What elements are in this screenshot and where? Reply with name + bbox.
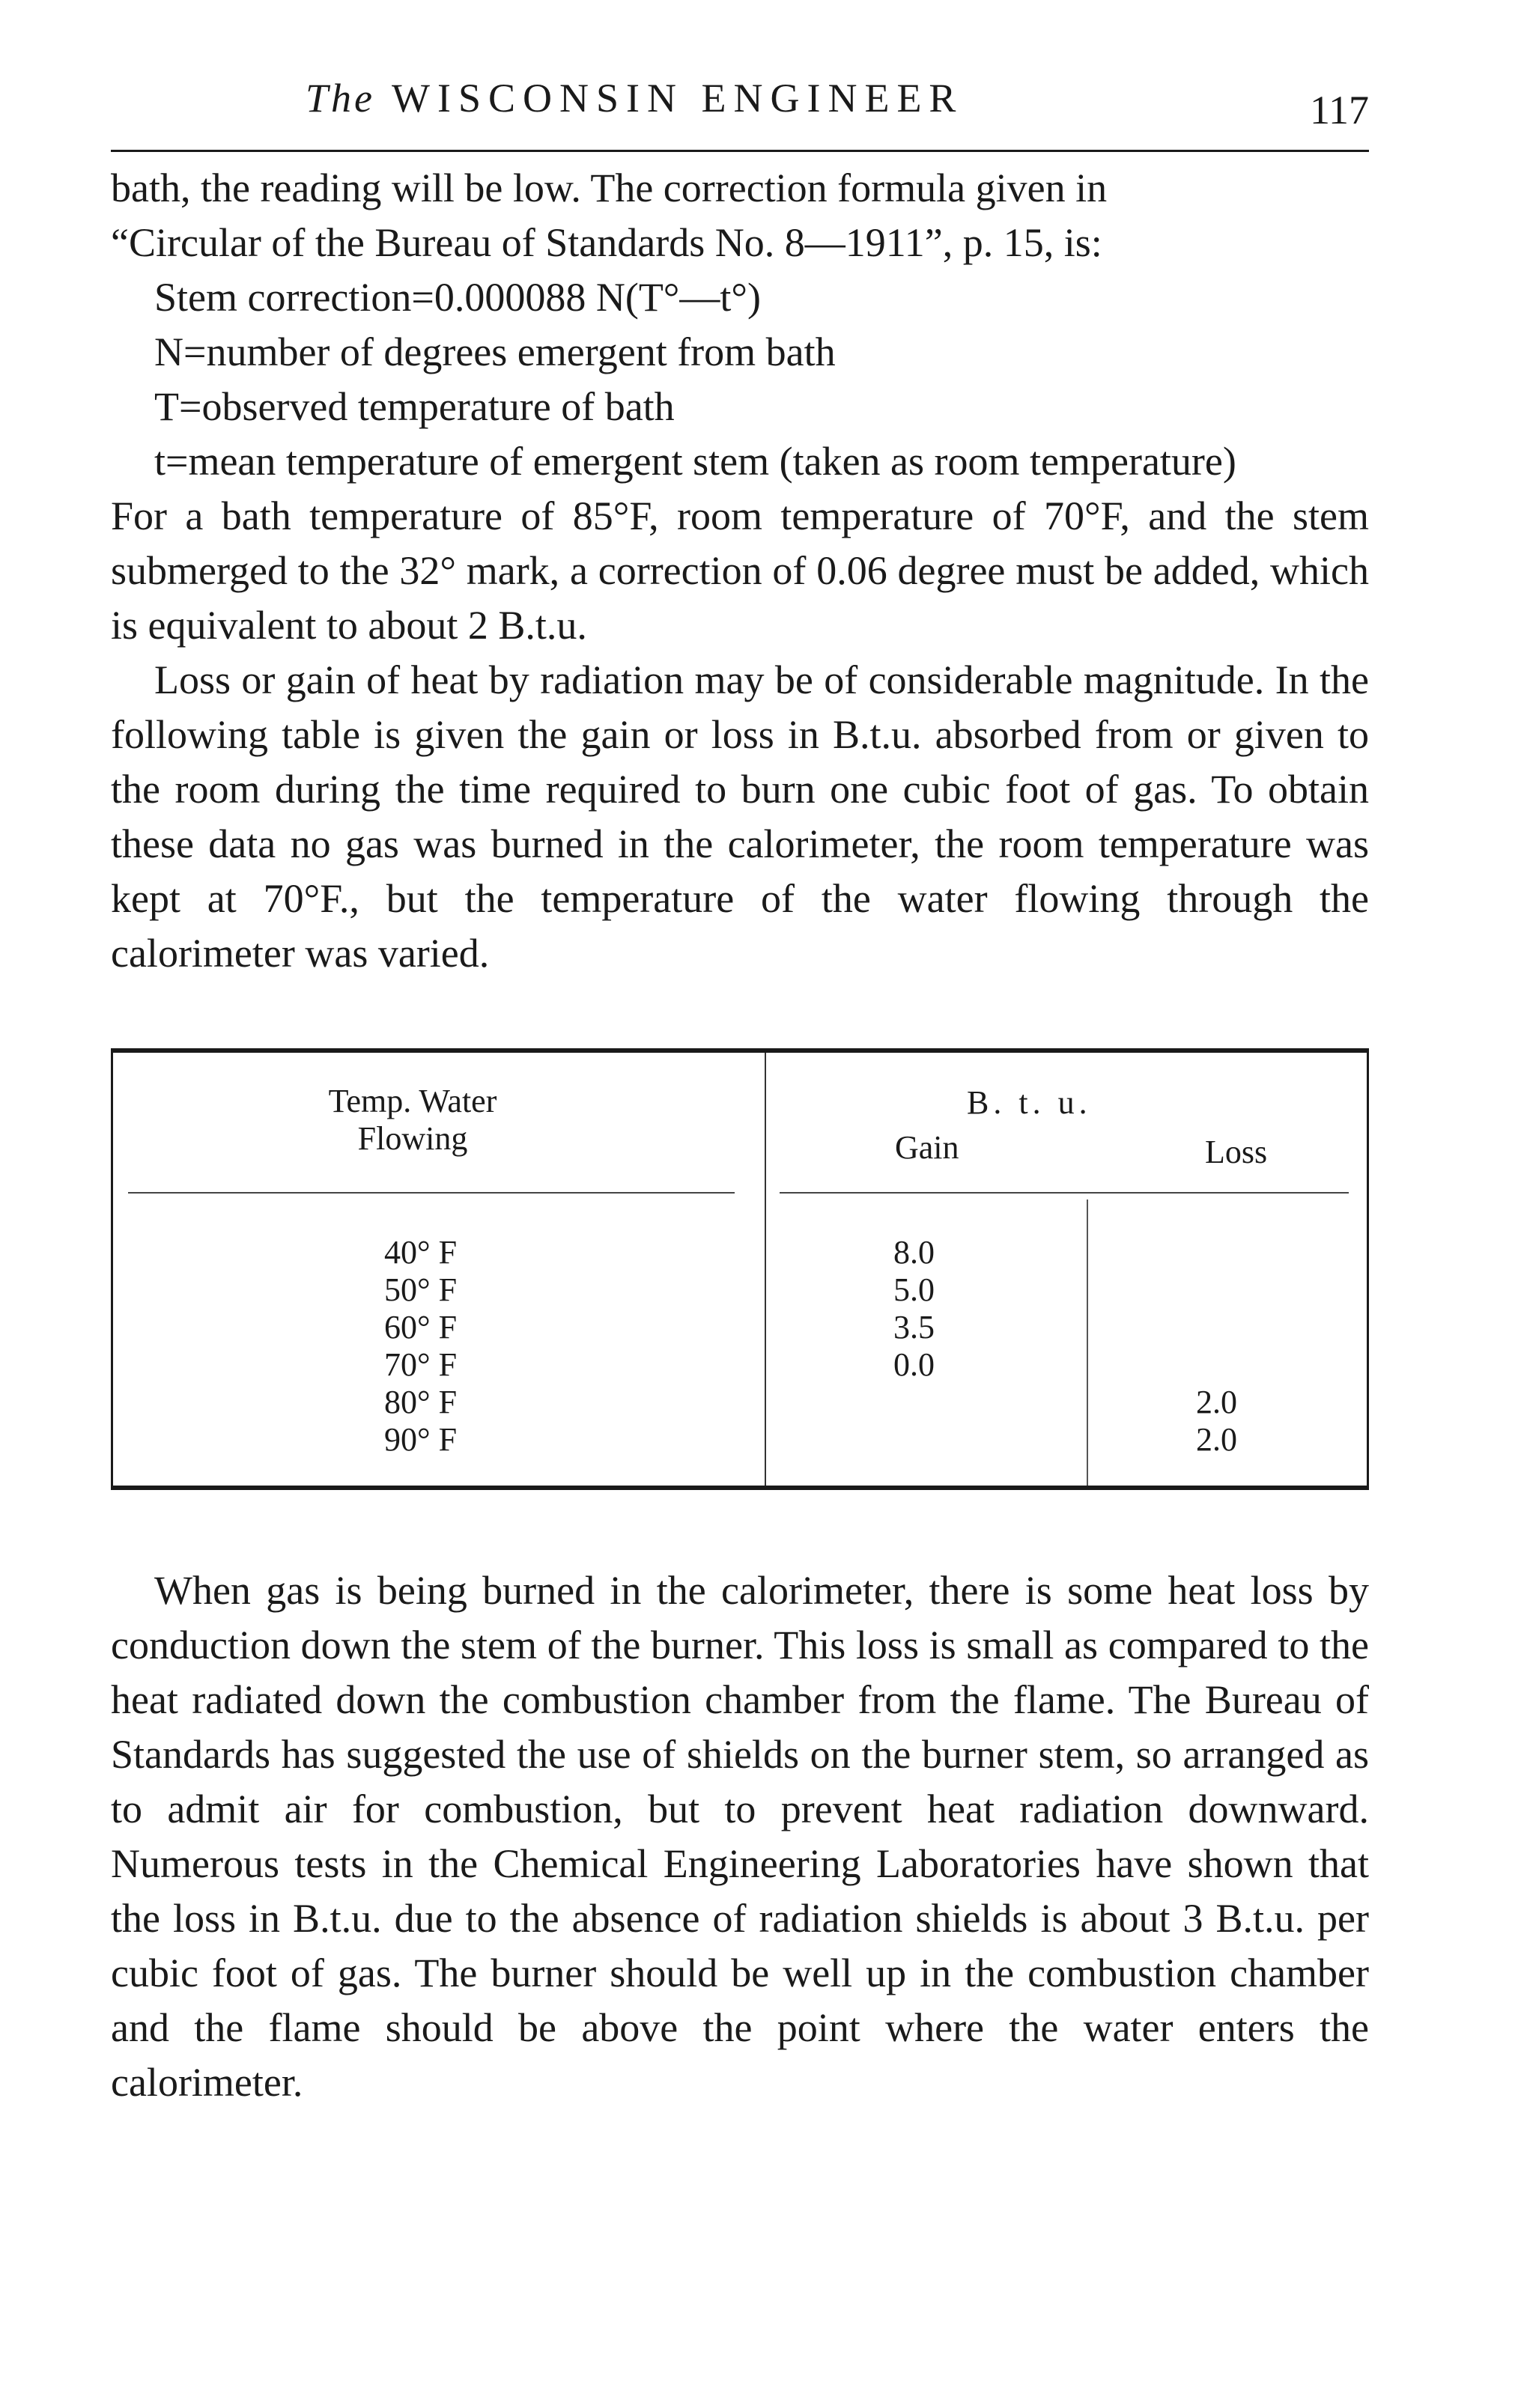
cell-loss: 2.0 bbox=[1196, 1384, 1237, 1420]
cell-loss bbox=[1196, 1346, 1237, 1384]
cell-loss: 2.0 bbox=[1196, 1421, 1237, 1458]
definition-t-upper: T=observed temperature of bath bbox=[154, 384, 675, 429]
cell-gain bbox=[893, 1384, 935, 1421]
cell-temp: 50° F bbox=[384, 1271, 458, 1308]
header-loss: Loss bbox=[1205, 1134, 1268, 1170]
cell-temp: 40° F bbox=[384, 1234, 458, 1271]
page bbox=[111, 67, 1369, 2110]
cell-gain bbox=[893, 1421, 935, 1459]
paragraph-correction-formula bbox=[111, 161, 1369, 489]
cell-gain: 8.0 bbox=[893, 1234, 935, 1271]
journal-title-name: WISCONSIN ENGINEER bbox=[392, 76, 964, 121]
cell-temp: 90° F bbox=[384, 1421, 458, 1458]
header-temp-line: Flowing bbox=[357, 1120, 468, 1157]
paragraph-bath-temperature: For a bath temperature of 85°F, room temperature of 70°F, and the stem submerged to the 32° mark, a correction of 0.06 degree must be added, which is equivalent to about 2 B.t.u. bbox=[111, 493, 1369, 648]
cell-loss bbox=[1196, 1309, 1237, 1346]
header-btu: B. t. u. bbox=[967, 1084, 1092, 1121]
cell-temp: 70° F bbox=[384, 1346, 458, 1383]
journal-title bbox=[306, 75, 963, 121]
formula-stem-correction: Stem correction=0.000088 N(T°—t°) bbox=[154, 275, 761, 320]
column-loss bbox=[1196, 1234, 1237, 1459]
paragraph-radiation: Loss or gain of heat by radiation may be of considerable magnitude. In the following table is given the gain or loss in B.t.u. absorbed from or given to the room during the time required to burn one cubic foot of gas. To obtain these data no gas was burned in the calorimeter, the room temperature was kept at 70°F., but the temperature of the water flowing through the calorimeter was varied. bbox=[111, 657, 1369, 976]
table-column-divider bbox=[765, 1053, 766, 1486]
cell-temp: 80° F bbox=[384, 1384, 458, 1420]
definition-t-lower: t=mean temperature of emergent stem (taken as room temperature) bbox=[154, 439, 1236, 484]
page-number: 117 bbox=[1310, 88, 1369, 133]
paragraph-burner-heat-loss: When gas is being burned in the calorimeter, there is some heat loss by conduction down the stem of the burner. This loss is small as compared to the heat radiated down the combustion chamber from the flame. The Bureau of Standards has suggested the use of shields on the burner stem, so arranged as to admit air for combustion, but to prevent heat radiation downward. Numerous tests in the Chemical Engineering Laboratories have shown that the loss in B.t.u. due to the absence of radiation shields is about 3 B.t.u. per cubic foot of gas. The burner should be well up in the combustion chamber and the flame should be above the point where the water enters the calorimeter. bbox=[111, 1568, 1369, 2105]
radiation-table bbox=[111, 1048, 1369, 1490]
column-gain bbox=[893, 1234, 935, 1459]
cell-gain: 3.5 bbox=[893, 1309, 935, 1346]
table-header-rule bbox=[128, 1192, 735, 1194]
table-header-rule bbox=[780, 1192, 1349, 1194]
journal-title-article: The bbox=[306, 76, 375, 121]
header-gain: Gain bbox=[895, 1129, 959, 1166]
cell-temp: 60° F bbox=[384, 1309, 458, 1346]
header-temp-line: Temp. Water bbox=[328, 1083, 497, 1119]
text-line: “Circular of the Bureau of Standards No. 8—1911”, p. 15, is: bbox=[111, 220, 1102, 265]
header-temp-water-flowing bbox=[267, 1083, 559, 1158]
cell-gain: 5.0 bbox=[893, 1271, 935, 1308]
running-header bbox=[111, 67, 1369, 152]
cell-loss bbox=[1196, 1271, 1237, 1309]
cell-loss bbox=[1196, 1234, 1237, 1271]
cell-gain: 0.0 bbox=[893, 1346, 935, 1383]
column-temp bbox=[384, 1234, 457, 1459]
table-column-divider bbox=[1087, 1200, 1088, 1486]
article-body bbox=[111, 161, 1369, 2110]
definition-n: N=number of degrees emergent from bath bbox=[154, 329, 836, 374]
text-line: bath, the reading will be low. The correction formula given in bbox=[111, 165, 1108, 210]
